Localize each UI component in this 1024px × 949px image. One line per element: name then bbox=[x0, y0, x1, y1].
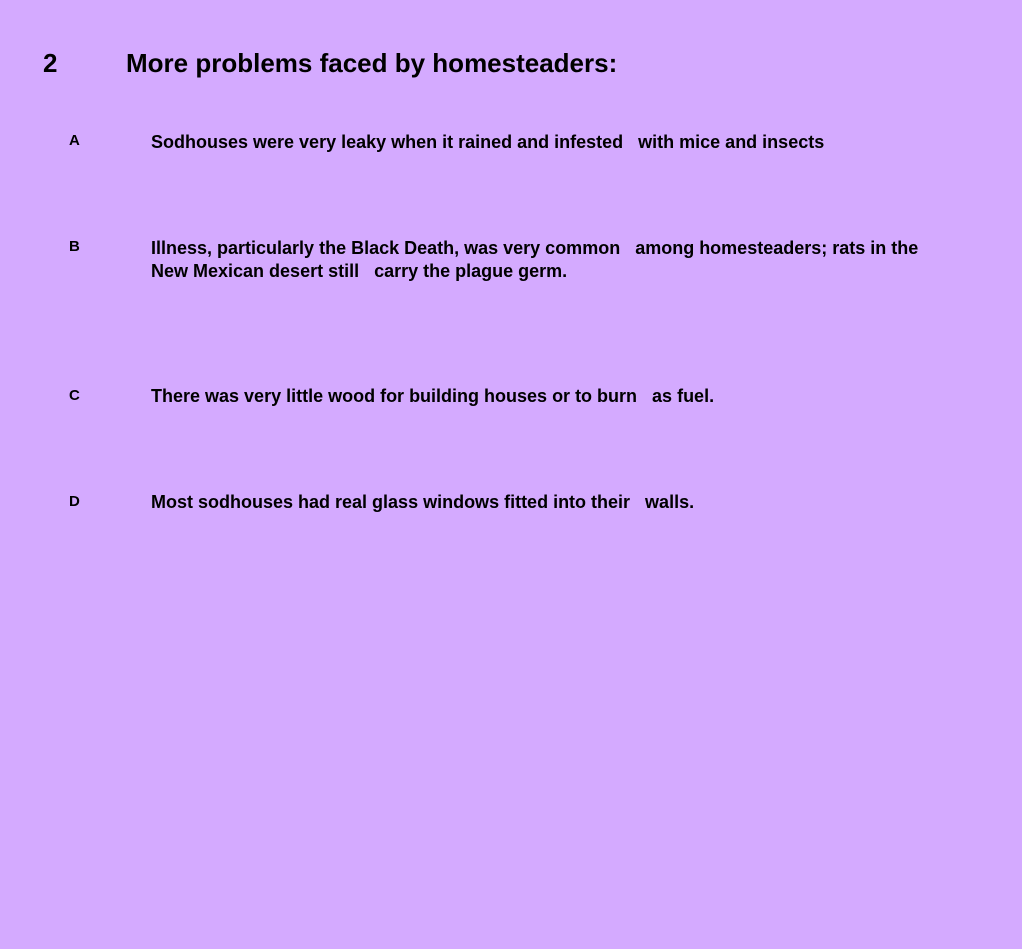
option-c-letter: C bbox=[69, 387, 80, 404]
option-b-text: Illness, particularly the Black Death, was very common among homesteaders; rats in the New Mexican desert still carry the plague germ. bbox=[151, 238, 924, 281]
option-a-text: Sodhouses were very leaky when it rained and infested with mice and insects bbox=[151, 132, 825, 152]
option-d-letter: D bbox=[69, 493, 80, 510]
option-a-letter: A bbox=[69, 132, 80, 149]
question-title: More problems faced by homesteaders: bbox=[126, 48, 618, 78]
option-c-text: There was very little wood for building houses or to burn as fuel. bbox=[151, 386, 715, 406]
option-d-text: Most sodhouses had real glass windows fitted into their walls. bbox=[151, 492, 695, 512]
option-b-letter: B bbox=[69, 238, 80, 255]
question-number: 2 bbox=[43, 48, 58, 78]
